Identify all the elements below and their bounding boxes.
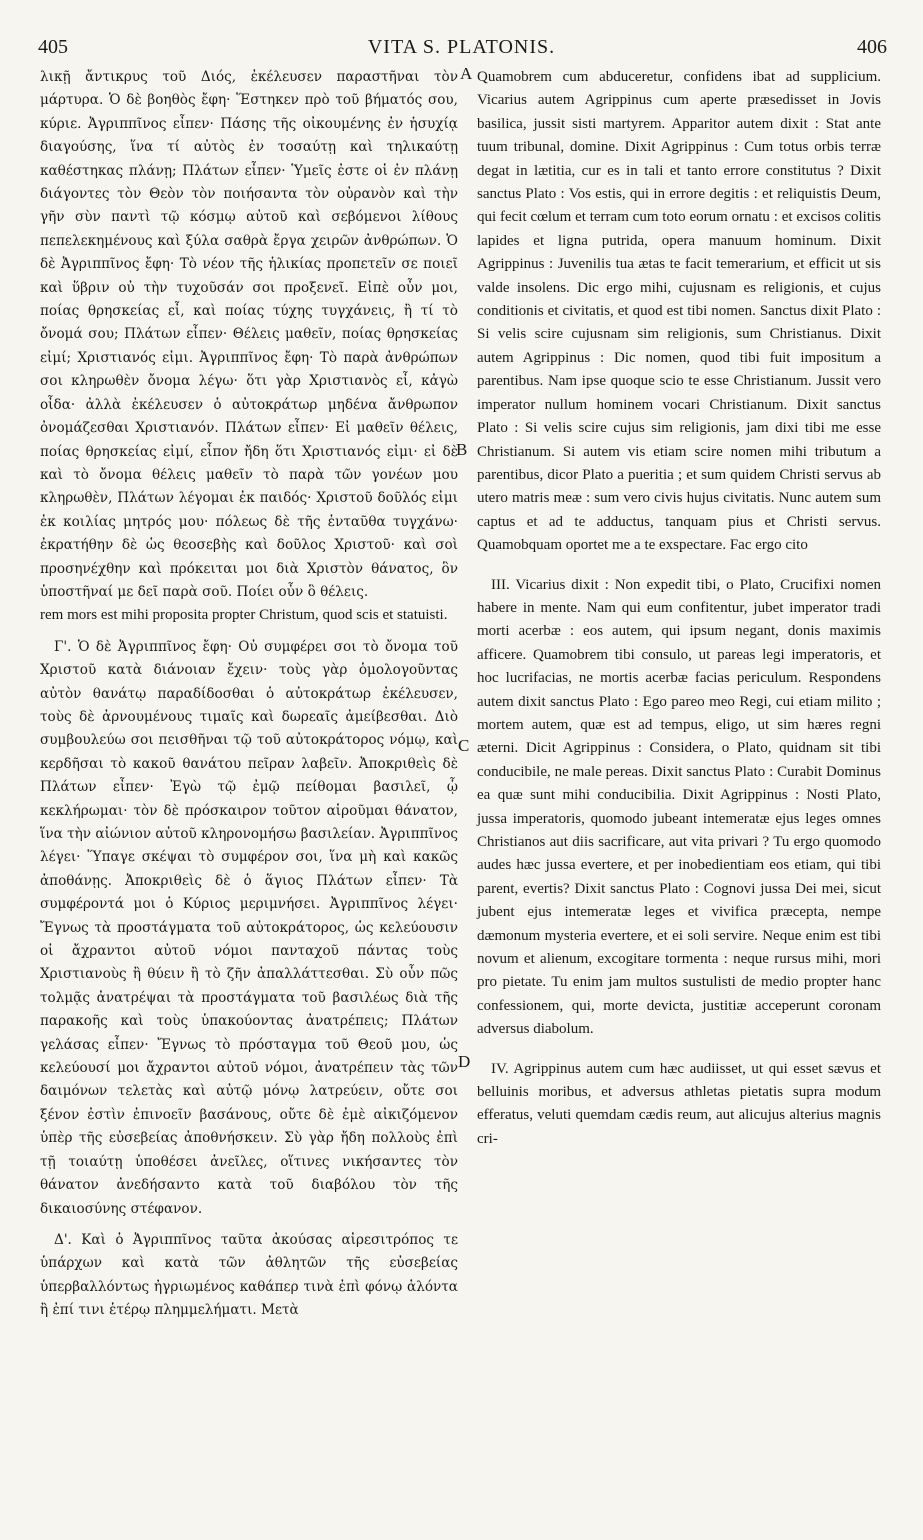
latin-column: [477, 66, 881, 1151]
greek-paragraph-4: Δ'. Καὶ ὁ Ἀγριππῖνος ταῦτα ἀκούσας αἰρεσιτρόπος τε ὑπάρχων καὶ κατὰ τῶν ἀθλητῶν τῆς εὐσεβείας ὑπερβαλλόντως ἠγριωμένος καθάπερ τινὰ ἐπὶ φόνῳ ἁλόντα ἢ ἐπί τινι ἑτέρῳ πλημμελήματι. Μετὰ: [40, 1231, 458, 1319]
margin-mark-c: C: [458, 736, 470, 755]
page-number-left: 405: [38, 36, 68, 58]
page-number-right: 406: [857, 36, 887, 58]
latin-paragraph-3: III. Vicarius dixit : Non expedit tibi, o Plato, Crucifixi nomen habere in mente. Nam qui eum confitentur, jubet imperator tradi morti acerbæ : eos autem, qui ipsum negant, donis maximis afficere. Quamobrem tibi consulo, ut pareas legi imperatoris, et hoc lucrifacias, ne mortis acerbæ facias periculum. Respondens autem dixit sanctus Plato : Ego pareo meo Regi, cui etiam milito ; mortem autem, quæ est ad tempus, eligo, ut sim hæres regni æterni. Dicit Agrippinus : Considera, o Plato, quidnam sit tibi conducibile, ne male pereas. Dixit sanctus Plato : Curabit Dominus ea quæ sunt mihi conducibilia. Dixit Agrippinus : Nosti Plato, jussa imperatoris, quomodo jubeant intemeratæ ejus leges omnes Christianos aut diis sacrificare, aut vita privari ? Tu ergo quomodo audes hæc jussa evertere, et per inobedientiam eos etiam, qui tibi parent, evertis? Dixit sanctus Plato : Cognovi jussa Dei mei, sicut jubent ejus intemeratæ leges et vivifica præcepta, nempe dæmonum mysteria evertere, et ei soli servire. Neque enim est tibi novum et alienum, excogitare tormenta : neque rursus mihi, mori pro pietate. Tu enim jam multos sustulisti de medio propter hanc confessionem, qui, morte devicta, justitiæ acceperunt coronam adversus diabolum.: [477, 576, 881, 1038]
latin-carryover-line: rem mors est mihi proposita propter Christum, quod scis et statuisti.: [40, 607, 448, 624]
greek-paragraph-3: Γ'. Ὁ δὲ Ἀγριππῖνος ἔφη· Οὐ συμφέρει σοι τὸ ὄνομα τοῦ Χριστοῦ κατὰ διάνοιαν ἔχειν· τοὺς γὰρ ὁμολογοῦντας αὐτὸν θανάτῳ παραδίδοσθαι ὁ αὐτοκράτωρ ἐκέλευσεν, τοὺς δὲ ἀρνουμένους τιμαῖς καὶ δωρεαῖς ἀμείβεσθαι. Διὸ συμβουλεύω σοι πεισθῆναι τῷ τοῦ αὐτοκράτορος νόμῳ, καὶ κερδῆσαι τὸ κακοῦ θανάτου πεῖραν λαβεῖν. Ἀποκριθεὶς δὲ Πλάτων εἶπεν· Ἐγὼ τῷ ἐμῷ πείθομαι βασιλεῖ, ᾧ κεκλήρωμαι· τὸν δὲ πρόσκαιρον τοῦτον αἱροῦμαι θάνατον, ἵνα τὴν αἰώνιον αὐτοῦ κληρονομήσω βασιλείαν. Ἀγριππῖνος λέγει· Ὕπαγε σκέψαι τὸ συμφέρον σοι, ἵνα μὴ καὶ κακῶς ἀποθάνῃς. Ἀποκριθεὶς δὲ ὁ ἅγιος Πλάτων εἶπεν· Τὰ συμφέροντά μοι ὁ Κύριος μεριμνήσει. Ἀγριππῖνος λέγει· Ἔγνως τὰ προστάγματα τοῦ αὐτοκράτορος, ὡς κελεύουσιν οἱ ἄχραντοι αὐτοῦ νόμοι πανταχοῦ πάντας τοὺς Χριστιανοὺς ἢ θύειν ἢ τὸ ζῆν ἀπαλλάττεσθαι. Σὺ οὖν πῶς τολμᾷς ἀνατρέψαι τὰ προστάγματα τοῦ βασιλέως διὰ τῆς παρακοῆς καὶ τοὺς ὑπακούοντας ἀνατρέπεις; Πλάτων γελάσας εἶπεν· Ἔγνως τὸ πρόσταγμα τοῦ Θεοῦ μου, ὡς κελεύουσί μοι ἄχραντοι αὐτοῦ νόμοι, ἀνατρέπειν τὰς τῶν δαιμόνων τελετὰς καὶ αὐτῷ μόνῳ λατρεύειν, οὔτε σοι ξένον ἐστὶν ἐπινοεῖν βασάνους, οὔτε δὲ ἐμὲ αἰκιζόμενον ὑπὲρ τῆς εὐσεβείας ἀποθνήσκειν. Σὺ γὰρ ἤδη πολλοὺς ἐπὶ τῇ τοιαύτῃ ὑποθέσει ἀνεῖλες, οἵτινες νικήσαντες τὸν θάνατον ἀνεδήσαντο κατὰ τοῦ διαβόλου τὸν τῆς δικαιοσύνης στέφανον.: [40, 638, 458, 1217]
margin-mark-a: A: [460, 64, 473, 83]
greek-paragraph-1: λικῇ ἄντικρυς τοῦ Διός, ἐκέλευσεν παραστῆναι τὸν μάρτυρα. Ὁ δὲ βοηθὸς ἔφη· Ἕστηκεν πρὸ τοῦ βήματός σου, κύριε. Ἀγριππῖνος εἶπεν· Πάσης τῆς οἰκουμένης ἐν ἡσυχίᾳ διαγούσης, ἵνα τί αὐτὸς ἐν τοσαύτῃ καὶ τηλικαύτῃ καθέστηκας πλάνῃ; Πλάτων εἶπεν· Ὑμεῖς ἐστε οἱ ἐν πλάνῃ διάγοντες τὸν Θεὸν τὸν ποιήσαντα τὸν οὐρανὸν καὶ τὴν γῆν σὺν παντὶ τῷ κόσμῳ αὐτοῦ καὶ σεβόμενοι λίθους πεπελεκημένους καὶ ξύλα σαθρὰ ἔργα χειρῶν ἀνθρώπων. Ὁ δὲ Ἀγριππῖνος ἔφη· Τὸ νέον τῆς ἡλικίας προπετεῖν σε ποιεῖ καὶ ὕβριν οὐ τὴν τυχοῦσάν σοι προξενεῖ. Εἰπὲ οὖν μοι, ποίας θρησκείας εἶ, καὶ ποίας τύχης τυγχάνεις, ἢ τί τὸ ὄνομά σου; Πλάτων εἶπεν· Θέλεις μαθεῖν, ποίας θρησκείας εἰμί; Χριστιανός εἰμι. Ἀγριππῖνος ἔφη· Τὸ παρὰ ἀνθρώπων σοι κληρωθὲν ὄνομα λέγω· ὅτι γὰρ Χριστιανὸς εἶ, κἀγὼ οἶδα· ἀλλὰ ἐκέλευσεν ὁ αὐτοκράτωρ μηδένα ἄνθρωπον ὀνομάζεσθαι Χριστιανόν. Πλάτων εἶπεν· Εἰ μαθεῖν θέλεις, ποίας θρησκείας εἰμί, εἶπον ἤδη ὅτι Χριστιανός εἰμι· εἰ δὲ καὶ τὸ ὄνομα θέλεις μαθεῖν τὸ παρὰ τῶν γονέων μου κληρωθὲν, Πλάτων λέγομαι ἐκ παιδός· Χριστοῦ δοῦλός εἰμι ἐκ κοιλίας μητρός μου· πόλεως δὲ τῆς ἐνταῦθα τυγχάνω· ἐκρατήθην δὲ ὡς θεοσεβὴς καὶ δοῦλος Χριστοῦ· καὶ σοὶ προσηνέχθην καὶ πρόκειται μοι διὰ Χριστὸν θάνατος, ὃν ὑποστῆναί με δεῖ παρὰ σοῦ. Ποίει οὖν ὃ θέλεις.: [40, 69, 458, 600]
latin-paragraph-1: Quamobrem cum abduceretur, confidens ibat ad supplicium. Vicarius autem Agrippinus cum aperte præsedisset in Jovis basilica, jussit sisti martyrem. Apparitor autem dixit : Stat ante tuum tribunal, domine. Dixit Agrippinus : Cum totus orbis terræ degat in lætitia, cur es in tali et tanto errore constitutus ? Dixit sanctus Plato : Vos estis, qui in errore degitis : et reliquistis Deum, qui fecit cœlum et terram cum toto eorum ornatu : et excisos colitis lapides et ligna putrida, opera manuum hominum. Dixit Agrippinus : Juvenilis tua ætas te facit temerarium, et efficit ut sis valde insolens. Dic ergo mihi, cujusnam es religionis, et cujus conditionis et civitatis, et quod est tibi nomen. Sanctus dixit Plato : Si velis scire cujusnam sim religionis, sum Christianus. Dixit autem Agrippinus : Dic nomen, quod tibi fuit impositum a parentibus. Nam ipse quoque scio te esse Christianum. Jussit vero imperator nullum hominem vocari Christianum. Dixit sanctus Plato : Si velis scire cujus sim religionis, jam dixi tibi me esse Christianum. Si autem vis etiam scire nomen mihi tributum a parentibus, dicor Plato a pueritia ; et sum quidem Christi servus ab utero matris meæ : sum vero civis hujus civitatis. Nunc autem sum captus et ad te adductus, tanquam pius et Christi servus. Quamobquam oportet me a te exspectare. Fac ergo cito: [477, 69, 881, 554]
latin-paragraph-4: IV. Agrippinus autem cum hæc audiisset, ut qui esset sævus et belluinis moribus, et adversus athletas pietatis supra modum efferatus, veluti quemdam cædis reum, aut alicujus alterius magnis cri-: [477, 1060, 881, 1147]
margin-mark-d: D: [458, 1052, 471, 1071]
margin-mark-b: B: [456, 440, 468, 459]
greek-column: [40, 66, 458, 1323]
running-title: VITA S. PLATONIS.: [367, 36, 556, 58]
running-header: [30, 36, 893, 64]
